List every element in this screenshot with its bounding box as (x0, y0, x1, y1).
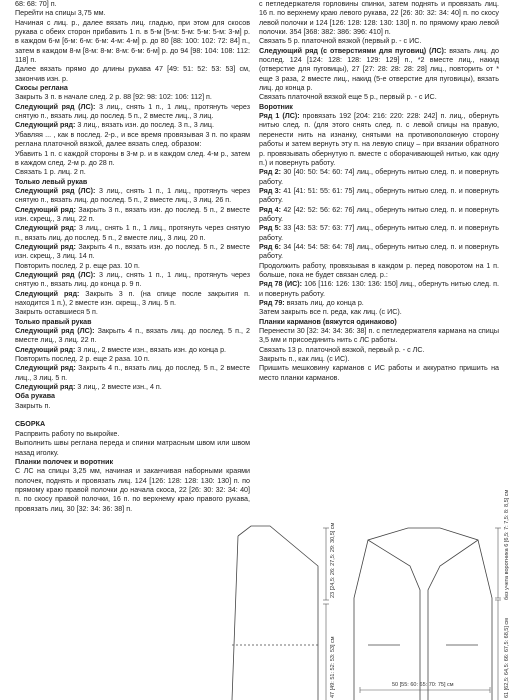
paragraph-text: Закрыть 4 п., вязать лиц. до послед. 5 п., 2 вместе лиц., 3 лиц. 5 п. (15, 364, 250, 382)
paragraph-text: Скосы реглана (15, 84, 68, 93)
paragraph-text: Закрыть п., как лиц. (с ИС). (259, 355, 350, 364)
row-label: Следующий ряд: (15, 383, 76, 392)
paragraph-text: Оба рукава (15, 392, 55, 401)
row-label: Ряд 3: (259, 186, 282, 195)
cardigan-width-measure: 50 [55: 60: 65: 70: 75] см (392, 682, 454, 688)
paragraph-text: Перейти на спицы 3,75 мм. (15, 9, 106, 18)
row-label: Ряд 5: (259, 224, 282, 233)
paragraph-text: Закрыть 4 п., вязать лиц. до послед. 5 п., 2 вместе лиц., 3 лиц. 22 п. (15, 327, 250, 345)
paragraph-text: СБОРКА (15, 420, 46, 429)
paragraph-text: Закрыть 3 п. (на спице после закрытия п. находится 1 п.), 2 вместе изн. скрещ., 3 лиц. 5 п. (15, 289, 250, 307)
cardigan-diagram (354, 528, 492, 700)
paragraph-text: 3 лиц., вязать изн. до послед. 3 п., 3 лиц. (75, 121, 214, 130)
paragraph-text: Выполнить швы реглана переда и спинки матрасным швом или швом назад иголку. (15, 439, 250, 457)
paragraph-text: Затем закрыть все п. реда, как лиц. (с ИС). (259, 308, 402, 317)
paragraph-text: 3 лиц., снять 1 п., 1 лиц., протянуть через снятую п., вязать лиц. до послед. 5 п., 2 вместе лиц., 3 лиц. 26 п. (15, 186, 250, 205)
paragraph-text: Закрыть п. (15, 401, 51, 410)
paragraph-text: Планки полочек и воротник (15, 457, 114, 466)
paragraph-text: 68: 68: 70] п. (15, 0, 57, 8)
row-label: Следующий ряд: (15, 224, 77, 233)
row-label: Следующий ряд: (15, 205, 76, 214)
paragraph-text: 3 лиц., снять 1 п., 1 лиц., протянуть через снятую п., вязать лиц. до послед. 5 п., 2 вместе лиц., 3 лиц. 20 п. (15, 224, 250, 242)
paragraph-text: Пришить мешковину карманов с ИС работы и аккуратно пришить на место планки карманов. (259, 364, 499, 382)
paragraph-text: Убавить 1 п. с каждой стороны в 3-м р. и в каждом след. 4-м р., затем в каждом след. 2-м р. до 28 п. (15, 149, 250, 167)
paragraph-text: Продолжить работу, провязывая в каждом р. перед поворотом на 1 п. больше, пока не будет связан след. р.: (259, 261, 499, 279)
paragraph-text: 3 лиц., снять 1 п., 1 лиц., протянуть через снятую п., вязать лиц. до послед. 5 п., 2 вместе лиц., 3 лиц. (15, 102, 250, 121)
sleeve-upper-measure: 23 [24,5: 26: 27,5: 29: 30,5] см (330, 522, 336, 598)
row-label: Следующий ряд (ЛС): (15, 102, 96, 111)
paragraph-text: Далее вязать прямо до длины рукава 47 [49: 51: 52: 53: 53] см, закончив изн. р. (15, 65, 250, 83)
row-label: Следующий ряд: (15, 345, 76, 354)
sleeve-lower-measure: 47 [49: 51: 52: 53: 53] см (330, 636, 336, 698)
row-label: Следующий ряд: (15, 242, 76, 251)
row-label: Следующий ряд: (15, 121, 76, 130)
paragraph-text: Воротник (259, 102, 293, 111)
paragraph-text: Только левый рукав (15, 177, 88, 186)
row-label: Следующий ряд (с отверстиями для пуговиц) (ЛС): (259, 46, 447, 55)
paragraph-text: вязать лиц. до конца р. (284, 299, 364, 307)
row-label: Ряд 1 (ЛС): (259, 112, 300, 121)
paragraph-text: С ЛС на спицы 3,25 мм, начиная и заканчивая наборными краями полочек, поднять и провязать лиц. 124 [126: 128: 128: 130: 130] п. по прямому краю правой полочки до начала скоса, 22 [26: 30: 32: 34: 40] п. по скосу правой полочки, 16 п. по верхнему краю правого рукава, провязать лиц. 30 [32: 34: 36: 38] п. (15, 467, 250, 513)
row-label: Ряд 4: (259, 205, 282, 214)
sleeve-diagram (232, 526, 318, 700)
paragraph-text: Связать 1 р. лиц. 2 п. (15, 168, 86, 177)
paragraph-text: Закрыть 4 п., вязать изн. до послед. 5 п., 2 вместе изн. скрещ., 3 лиц. 14 п. (15, 242, 250, 261)
paragraph-text: Только правый рукав (15, 317, 92, 326)
row-label: Ряд 6: (259, 242, 282, 251)
sleeve-outline (232, 526, 318, 700)
row-label: Следующий ряд (ЛС): (15, 186, 96, 195)
paragraph-text: Закрыть 3 п., вязать изн. до послед. 5 п., 2 вместе изн. скрещ., 3 лиц. 22 п. (15, 205, 250, 223)
row-label: Следующий ряд (ЛС): (15, 327, 95, 336)
paragraph-text: Перенести 30 [32: 34: 34: 36: 38] п. с петледержателя кармана на спицы 3,5 мм и присоединить нить с ЛС работы. (259, 327, 499, 345)
paragraph-text: 3 лиц., 2 вместе изн., вязать изн. до конца р. (75, 345, 227, 354)
paragraph-text: 30 [40: 50: 54: 60: 74] лиц., обернуть нитью след. п. и повернуть работу. (259, 168, 500, 186)
paragraph-text: 3 лиц., 2 вместе изн., 4 п. (75, 383, 162, 392)
paragraph-text: Закрыть 3 п. в начале след. 2 р. 88 [92: 98: 102: 106: 112] п. (15, 93, 212, 102)
row-label: Следующий ряд (ЛС): (15, 270, 96, 279)
paragraph-text: Убавляя ... , как в послед. 2-р., и все время провязывая 3 п. по краям реглана платочной вязкой, далее вязать след. образом: (15, 130, 250, 149)
cardigan-dimension-lines (360, 528, 501, 700)
row-label: Следующий ряд: (15, 364, 76, 373)
paragraph-text: Связать 5 р. платочной вязкой (первый р. - с ИС. (259, 37, 422, 46)
front-neck-right (428, 540, 478, 700)
paragraph-text: Планки карманов (вяжутся одинаково) (259, 317, 397, 326)
paragraph-text: 3 лиц., снять 1 п., 1 лиц., протянуть через снятую п., вязать лиц. до конца р. 9 п. (15, 270, 250, 289)
paragraph-text: Повторить послед. 2 р. еще раз. 10 п. (15, 261, 140, 270)
paragraph-text: с петледержателя горловины спинки, затем поднять и провязать лиц. 16 п. по верхнему краю левого рукава, 22 [26: 30: 32: 34: 40] п. по скосу левой полочки и 124 [126: 128: 128: 130: 130] п. по прямому краю левой полочки. 354 [368: 382: 386: 396: 410] п. (259, 0, 499, 37)
paragraph-text: Закрыть оставшиеся 5 п. (15, 308, 98, 317)
row-label: Ряд 79: (259, 299, 285, 307)
paragraph-text: Распрвить работу по выкройке. (15, 429, 120, 438)
paragraph-text: провязать 192 [204: 216: 220: 228: 242] п. лиц., обернуть нитью след. п. (для этого снять след. п. с левой спицы на правую, перенести нить на изнанку, снятыми на противоположную сторону работы и затем вернуть эту п. на левую спицу – при вязании обратного р. провязывать обернутую п. вместе с оборачивающей нитью, как одну п.) и повернуть работу. (259, 112, 500, 167)
cardigan-collar-measure: без учета воротника 6 [6,5: 7: 7,5: 8: 8,5] см (504, 489, 510, 600)
paragraph-text: 106 [116: 126: 130: 136: 150] лиц., обернуть нитью след. п. и повернуть работу. (259, 280, 499, 298)
paragraph-text: 34 [44: 54: 58: 64: 78] лиц., обернуть нитью след. п. и повернуть работу. (259, 242, 500, 261)
row-label: Ряд 2: (259, 168, 282, 177)
cardigan-length-measure: 61 [62,5: 64,5: 66: 67,5: 68,5] см (504, 618, 510, 698)
cardigan-outline (354, 528, 492, 700)
front-neck-left (368, 540, 420, 700)
paragraph-text: вязать лиц. до послед. 124 [124: 128: 128: 129: 129] п., *2 вместе лиц., накид (отверстие для пуговицы), 27 [27: 28: 28: 28: 28] лиц., повторить от * еще 3 раза, 2 вместе лиц., накид (5-е отверстие для пуговицы), вязать лиц. до конца р. (259, 46, 499, 93)
paragraph-text: 41 [41: 51: 55: 61: 75] лиц., обернуть нитью след. п. и повернуть работу. (259, 186, 500, 205)
sleeve-dimension-lines (323, 528, 329, 700)
paragraph-text: Начиная с лиц. р., далее вязать лиц. гладью, при этом для скосов рукава с обеих сторон прибавить 1 п. в 5-м [5-м: 5-м: 5-м: 5-м: 3-м] р. в каждом 6-м [6-м: 6-м: 6-м: 4-м: 4-м] р. до 80 [88: 100: 102: 72: 84] п., затем в каждом 8-м [8-м: 8-м: 8-м: 6-м: 6-м] р. до 94 [98: 104: 108: 112: 118] п. (15, 18, 250, 65)
paragraph-text: Повторить послед. 2 р. еще 2 раза. 10 п. (15, 355, 150, 364)
row-label: Ряд 78 (ИС): (259, 280, 303, 289)
paragraph-text: 42 [42: 52: 56: 62: 76] лиц., обернуть нитью след. п. и повернуть работу. (259, 205, 500, 223)
paragraph-text: Связать 13 р. платочной вязкой, первый р. - с ЛС. (259, 345, 425, 354)
paragraph-text: 33 [43: 53: 57: 63: 77] лиц., обернуть нитью след. п. и повернуть работу. (259, 224, 500, 242)
row-label: Следующий ряд: (15, 289, 80, 298)
paragraph-text: Связать платочной вязкой еще 5 р., первый р. - с ИС. (259, 93, 437, 102)
